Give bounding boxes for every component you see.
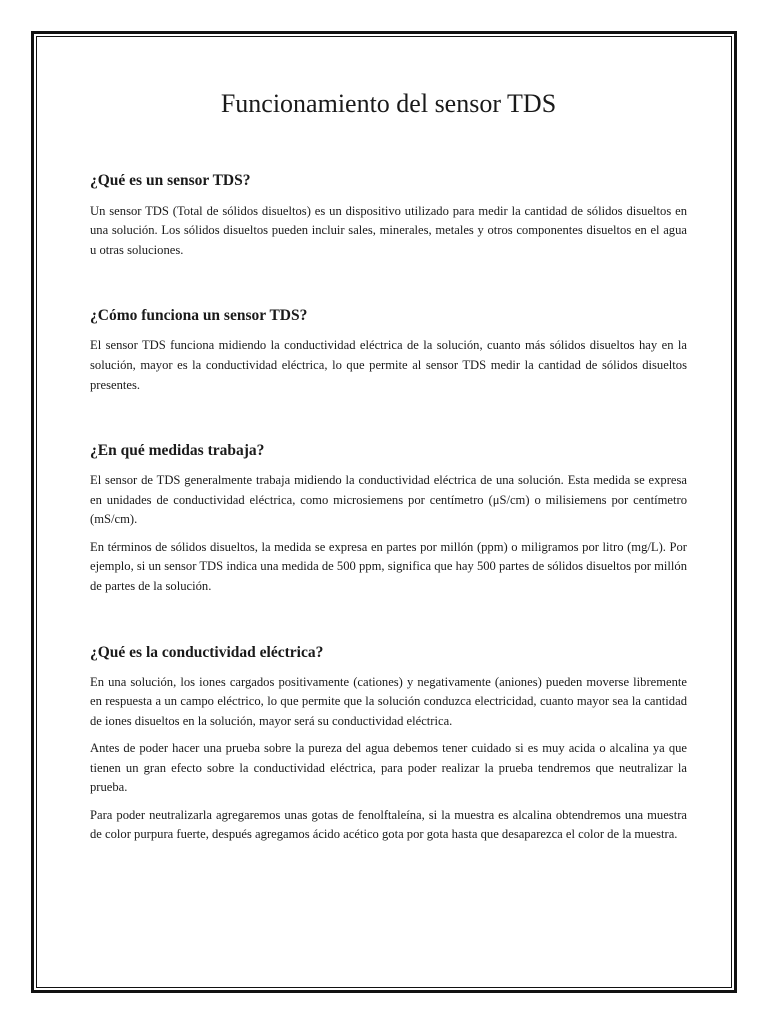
- paragraph: El sensor TDS funciona midiendo la conductividad eléctrica de la solución, cuanto más sólidos disueltos hay en la solución, mayor es la conductividad eléctrica, lo que permite al sensor TDS medir la cantidad de sólidos disueltos presentes.: [90, 338, 687, 392]
- paragraph: En una solución, los iones cargados positivamente (cationes) y negativamente (aniones) pueden moverse libremente en respuesta a un campo eléctrico, lo que permite que la solución conduzca electricidad, cuanto mayor sea la cantidad de iones disueltos en la solución, mayor será su conductividad eléctrica.: [90, 674, 687, 728]
- section-que-es: [90, 171, 687, 260]
- paragraph: Antes de poder hacer una prueba sobre la pureza del agua debemos tener cuidado si es muy acida o alcalina ya que tienen un gran efecto sobre la conductividad eléctrica, para poder realizar la prueba tendremos que neutralizar la prueba.: [90, 741, 687, 795]
- section-conductividad: [90, 643, 687, 846]
- section-medidas: [90, 441, 687, 596]
- section-spacer: [90, 403, 687, 441]
- document-title: Funcionamiento del sensor TDS: [220, 89, 557, 118]
- section-como-funciona: [90, 306, 687, 395]
- section-heading: ¿En qué medidas trabaja?: [90, 442, 265, 460]
- section-spacer: [90, 268, 687, 306]
- document-body: [90, 88, 687, 853]
- paragraph: En términos de sólidos disueltos, la medida se expresa en partes por millón (ppm) o miligramos por litro (mg/L). Por ejemplo, si un sensor TDS indica una medida de 500 ppm, significa que hay 500 partes de sólidos disueltos por millón de partes de la solución.: [90, 539, 687, 593]
- section-heading: ¿Qué es la conductividad eléctrica?: [90, 643, 324, 661]
- paragraph: El sensor de TDS generalmente trabaja midiendo la conductividad eléctrica de una solución. Esta medida se expresa en unidades de conductividad eléctrica, como microsiemens por centímetro (μS/cm) o milisiemens por centímetro (mS/cm).: [90, 473, 687, 527]
- paragraph: Un sensor TDS (Total de sólidos disueltos) es un dispositivo utilizado para medir la cantidad de sólidos disueltos en una solución. Los sólidos disueltos pueden incluir sales, minerales, metales y otros componentes disueltos en el agua u otras soluciones.: [90, 203, 687, 257]
- section-heading: ¿Cómo funciona un sensor TDS?: [90, 307, 308, 325]
- section-heading: ¿Qué es un sensor TDS?: [90, 172, 251, 190]
- section-spacer: [90, 605, 687, 643]
- paragraph: Para poder neutralizarla agregaremos unas gotas de fenolftaleína, si la muestra es alcalina obtendremos una muestra de color purpura fuerte, después agregamos ácido acético gota por gota hasta que desaparezca el color de la muestra.: [90, 807, 687, 842]
